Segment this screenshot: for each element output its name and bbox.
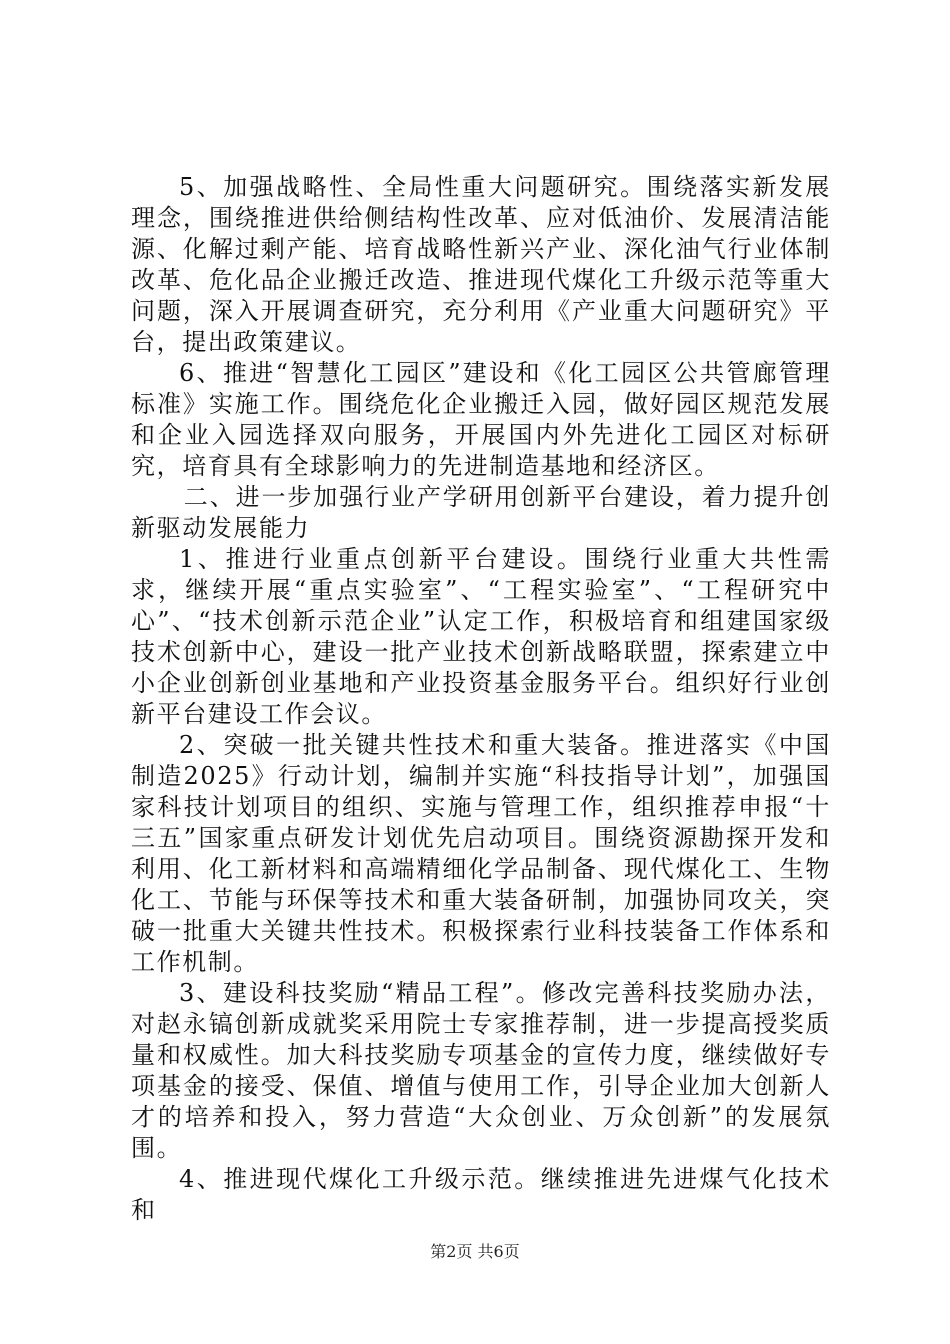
paragraph-item-2: 2、突破一批关键共性技术和重大装备。推进落实《中国制造2025》行动计划，编制并实施“科技指导计划”，加强国家科技计划项目的组织、实施与管理工作，组织推荐申报“十三五”国家重点研发计划优先启动项目。围绕资源勘探开发和利用、化工新材料和高端精细化学品制备、现代煤化工、生物化工、节能与环保等技术和重大装备研制，加强协同攻关，突破一批重大关键共性技术。积极探索行业科技装备工作体系和工作机制。 xyxy=(131,731,831,976)
paragraph-item-6: 6、推进“智慧化工园区”建设和《化工园区公共管廊管理标准》实施工作。围绕危化企业搬迁入园，做好园区规范发展和企业入园选择双向服务，开展国内外先进化工园区对标研究，培育具有全球影响力的先进制造基地和经济区。 xyxy=(131,359,831,480)
page-footer xyxy=(0,1242,950,1262)
page-number-label: 第2页 共6页 xyxy=(430,1242,520,1261)
paragraph-item-5: 5、加强战略性、全局性重大问题研究。围绕落实新发展理念，围绕推进供给侧结构性改革、应对低油价、发展清洁能源、化解过剩产能、培育战略性新兴产业、深化油气行业体制改革、危化品企业搬迁改造、推进现代煤化工升级示范等重大问题，深入开展调查研究，充分利用《产业重大问题研究》平台，提出政策建议。 xyxy=(131,173,831,356)
paragraph-item-4: 4、推进现代煤化工升级示范。继续推进先进煤气化技术和 xyxy=(131,1165,831,1224)
section-heading-2: 二、进一步加强行业产学研用创新平台建设，着力提升创新驱动发展能力 xyxy=(131,483,831,542)
document-body xyxy=(131,172,831,1226)
paragraph-item-3: 3、建设科技奖励“精品工程”。修改完善科技奖励办法，对赵永镐创新成就奖采用院士专家推荐制，进一步提高授奖质量和权威性。加大科技奖励专项基金的宣传力度，继续做好专项基金的接受、保值、增值与使用工作，引导企业加大创新人才的培养和投入，努力营造“大众创业、万众创新”的发展氛围。 xyxy=(131,979,831,1162)
paragraph-item-1: 1、推进行业重点创新平台建设。围绕行业重大共性需求，继续开展“重点实验室”、“工程实验室”、“工程研究中心”、“技术创新示范企业”认定工作，积极培育和组建国家级技术创新中心，建设一批产业技术创新战略联盟，探索建立中小企业创新创业基地和产业投资基金服务平台。组织好行业创新平台建设工作会议。 xyxy=(131,545,831,728)
